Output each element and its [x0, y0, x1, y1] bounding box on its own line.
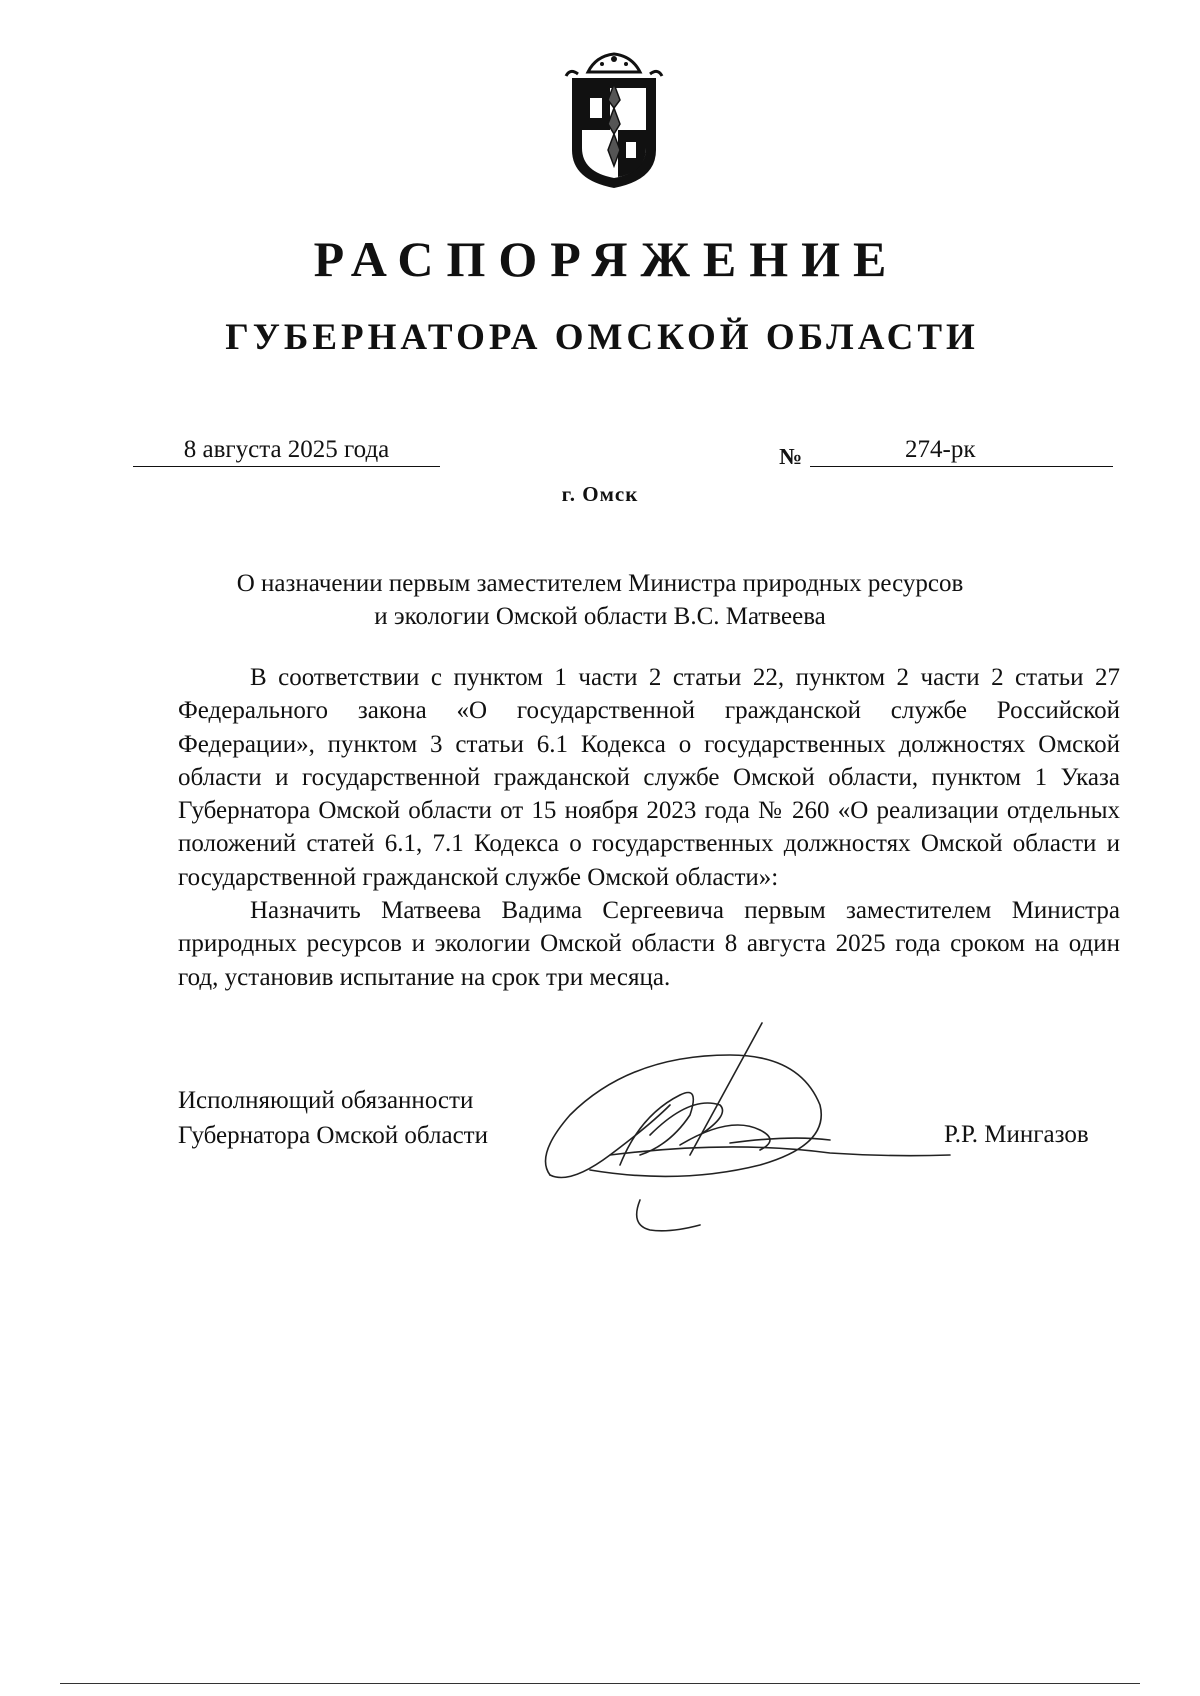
number-sign: №: [779, 444, 803, 469]
body-paragraph: Назначить Матвеева Вадима Сергеевича первым заместителем Министра природных ресурсов и экологии Омской области 8 августа 2025 года сроком на один год, установив испытание на срок три месяца.: [178, 897, 1120, 991]
handwritten-signature: [530, 1015, 970, 1240]
document-title: РАСПОРЯЖЕНИЕ: [313, 231, 900, 287]
document-body: [178, 661, 1120, 994]
heading-line: О назначении первым заместителем Министра природных ресурсов: [236, 570, 964, 597]
signatory-position: [178, 1083, 488, 1153]
heading-line: и экологии Омской области В.С. Матвеева: [374, 603, 826, 630]
document-date: 8 августа 2025 года: [133, 434, 440, 467]
signatory-name: Р.Р. Мингазов: [944, 1121, 1089, 1148]
document-number: 274-рк: [905, 436, 976, 463]
coat-of-arms-emblem: [560, 50, 668, 192]
signatory-position-line: Губернатора Омской области: [178, 1122, 488, 1149]
body-paragraph: В соответствии с пунктом 1 части 2 статьи 22, пунктом 2 части 2 статьи 27 Федерального закона «О государственной гражданской службе Российской Федерации», пунктом 3 статьи 6.1 Кодекса о государственных должностях Омской области и государственной гражданской службе Омской области, пунктом 1 Указа Губернатора Омской области от 15 ноября 2023 года № 260 «О реализации отдельных положений статей 6.1, 7.1 Кодекса о государственных должностях Омской области и государственной гражданской службе Омской области»:: [178, 664, 1120, 891]
document-heading: [160, 567, 1040, 633]
signatory-position-line: Исполняющий обязанности: [178, 1087, 474, 1114]
page-bottom-rule: [60, 1683, 1140, 1684]
document-city: г. Омск: [561, 482, 639, 506]
document-subtitle: ГУБЕРНАТОРА ОМСКОЙ ОБЛАСТИ: [225, 317, 979, 358]
document-number-field: [810, 434, 1113, 467]
